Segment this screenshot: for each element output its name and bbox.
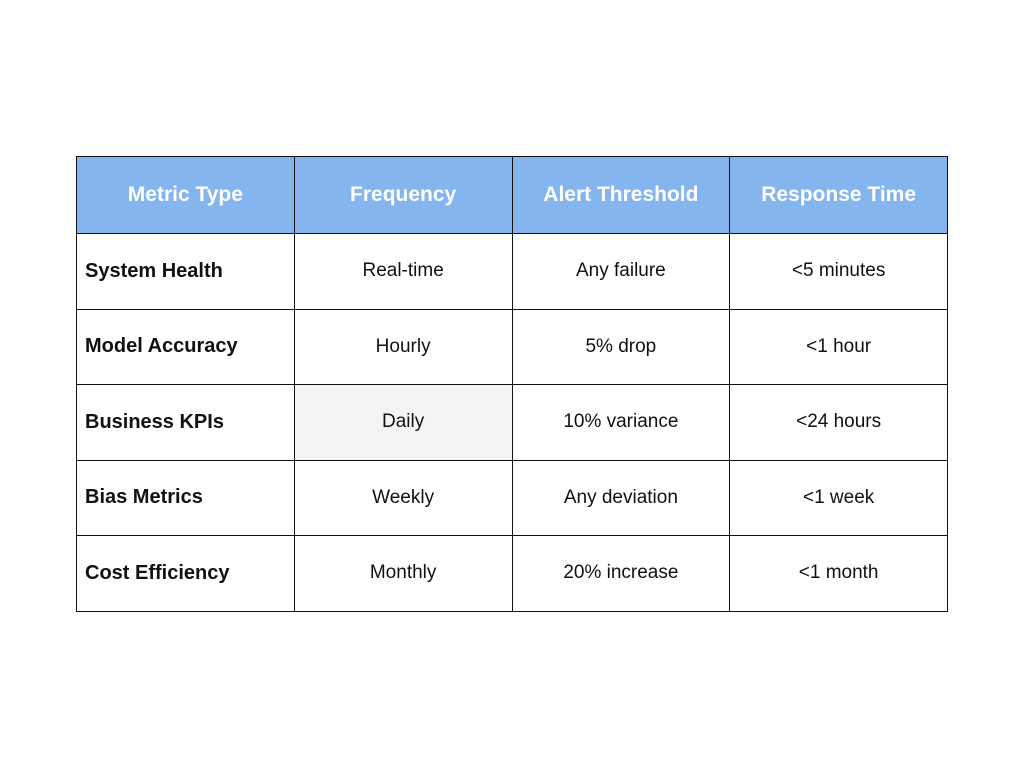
metric-type-cell: Business KPIs <box>77 385 295 461</box>
monitoring-metrics-table <box>76 156 948 612</box>
header-alert-threshold: Alert Threshold <box>512 157 730 234</box>
table-row <box>77 309 948 385</box>
metric-type-cell: System Health <box>77 234 295 310</box>
metric-type-cell: Cost Efficiency <box>77 536 295 612</box>
frequency-cell: Weekly <box>294 460 512 536</box>
response-time-cell: <1 week <box>730 460 948 536</box>
response-time-cell: <24 hours <box>730 385 948 461</box>
frequency-cell: Monthly <box>294 536 512 612</box>
monitoring-table-container <box>76 156 948 612</box>
table-row <box>77 385 948 461</box>
response-time-cell: <1 month <box>730 536 948 612</box>
response-time-cell: <1 hour <box>730 309 948 385</box>
header-row <box>77 157 948 234</box>
header-metric-type: Metric Type <box>77 157 295 234</box>
alert-threshold-cell: Any failure <box>512 234 730 310</box>
alert-threshold-cell: 5% drop <box>512 309 730 385</box>
response-time-cell: <5 minutes <box>730 234 948 310</box>
header-response-time: Response Time <box>730 157 948 234</box>
metric-type-cell: Bias Metrics <box>77 460 295 536</box>
table-header <box>77 157 948 234</box>
frequency-cell: Real-time <box>294 234 512 310</box>
table-body <box>77 234 948 612</box>
alert-threshold-cell: Any deviation <box>512 460 730 536</box>
frequency-cell-highlighted: Daily <box>294 385 512 461</box>
table-row <box>77 234 948 310</box>
table-row <box>77 460 948 536</box>
alert-threshold-cell: 10% variance <box>512 385 730 461</box>
alert-threshold-cell: 20% increase <box>512 536 730 612</box>
header-frequency: Frequency <box>294 157 512 234</box>
table-row <box>77 536 948 612</box>
metric-type-cell: Model Accuracy <box>77 309 295 385</box>
frequency-cell: Hourly <box>294 309 512 385</box>
